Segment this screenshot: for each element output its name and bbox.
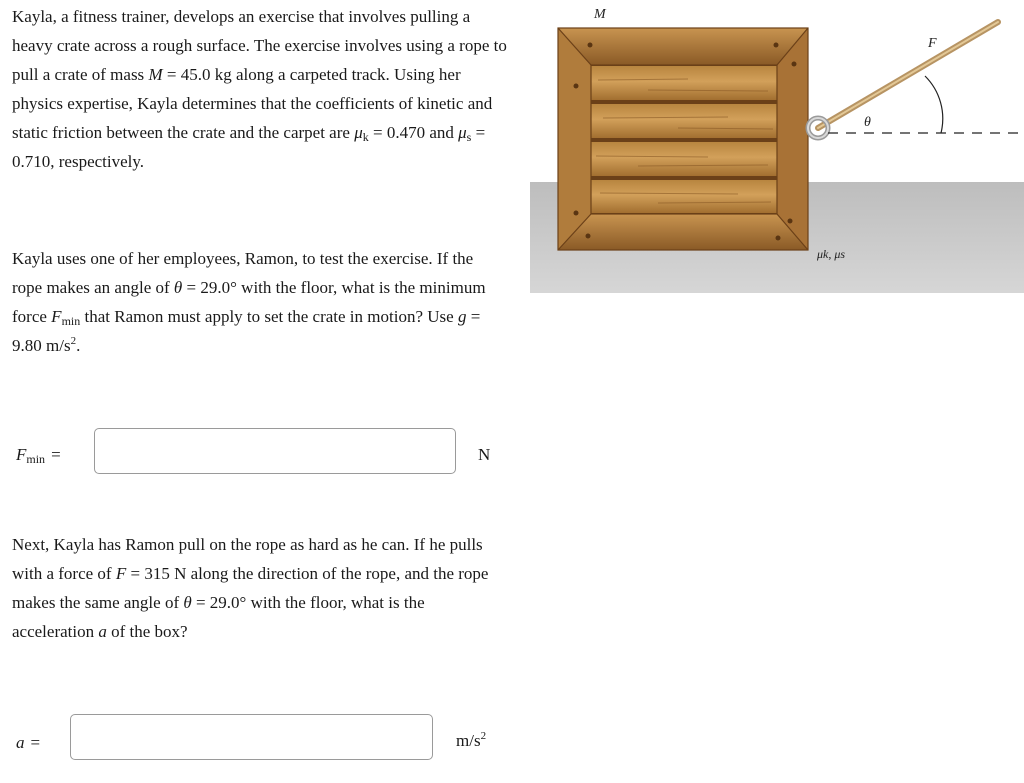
accel-input[interactable]: [70, 714, 433, 760]
accel-unit: $m/s^2$: [456, 730, 487, 750]
question-2-text: Next, Kayla has Ramon pull on the rope as hard as he can. If he pulls with a force of F = 315 N along the direction of the rope, and the rope makes the same angle of θ = 29.0° with the floor, what is the acceleration a of the box?: [12, 535, 489, 641]
crate-diagram: [528, 0, 1024, 300]
mass-label: M: [594, 7, 606, 22]
angle-label: θ: [864, 115, 871, 130]
question-1-text: Kayla uses one of her employees, Ramon, to test the exercise. If the rope makes an angle of θ = 29.0° with the floor, what is the minimum force $F_{min}$ that Ramon must apply to set the crate in motion? Use g = 9.80 $m/s^2$.: [12, 249, 486, 355]
intro-paragraph: Kayla, a fitness trainer, develops an exercise that involves pulling a heavy crate across a rough surface. The exercise involves using a rope to pull a crate of mass M = 45.0 kg along a carpeted track. Using her physics expertise, Kayla determines that the coefficients of kinetic and static friction between the crate and the carpet are $\mu_k = 0.470$ and $\mu_s = 0.710$, respectively.: [12, 7, 507, 171]
crate: [558, 28, 808, 250]
fmin-unit: N: [478, 445, 491, 464]
fmin-input[interactable]: [94, 428, 456, 474]
friction-label: μk, μs: [817, 247, 846, 261]
accel-label: a =: [16, 733, 41, 752]
fmin-label: $F_{min}$ =: [16, 445, 61, 466]
force-label: F: [928, 36, 937, 51]
angle-arc: [925, 76, 943, 133]
